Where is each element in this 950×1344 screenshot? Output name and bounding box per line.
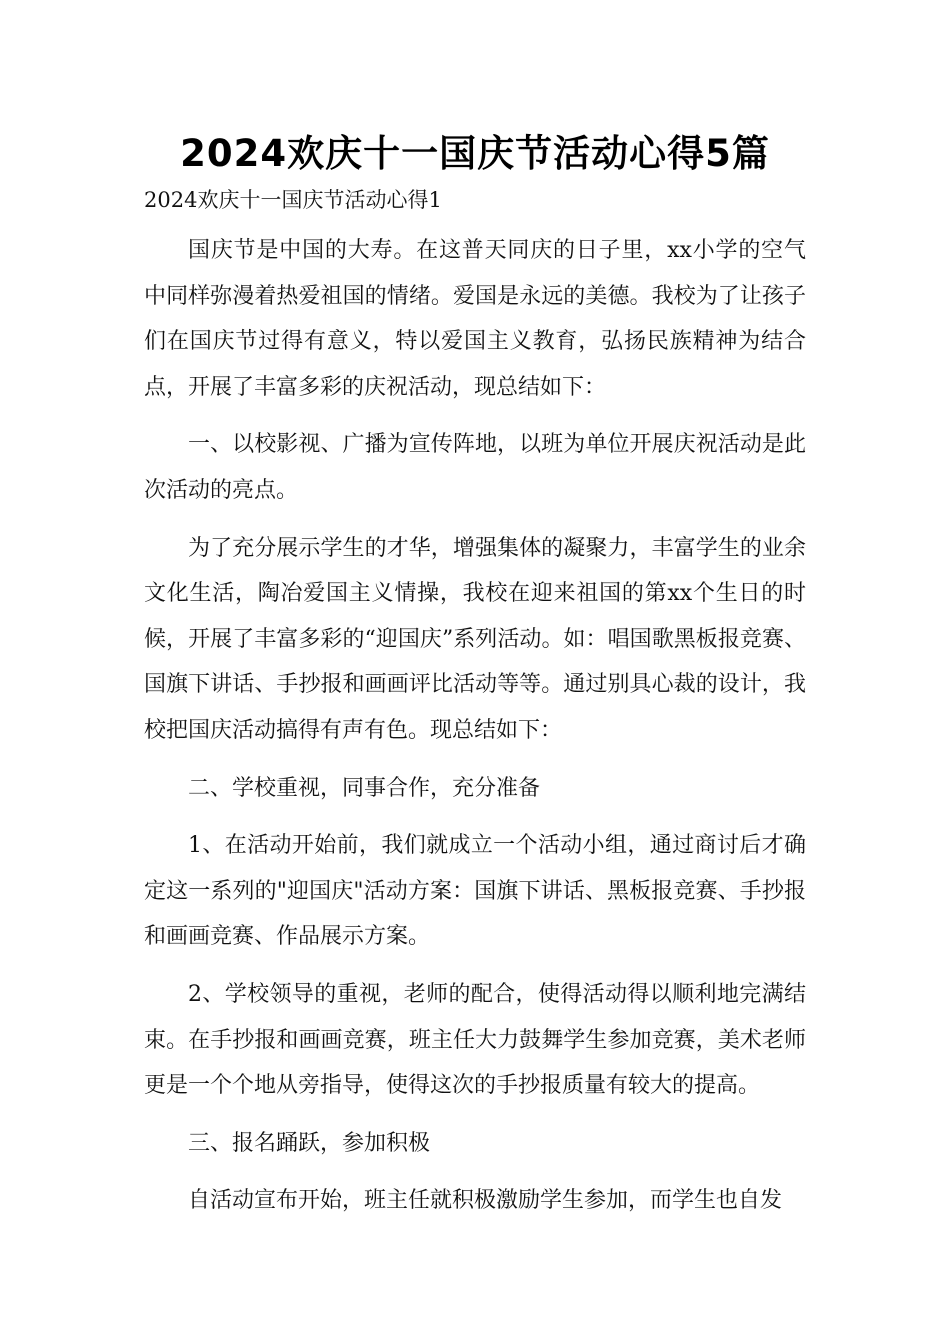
document-body [144, 228, 806, 1236]
paragraph-3: 为了充分展示学生的才华，增强集体的凝聚力，丰富学生的业余文化生活，陶冶爱国主义情操，我校在迎来祖国的第xx个生日的时候，开展了丰富多彩的“迎国庆”系列活动。如：唱国歌黑板报竞赛、国旗下讲话、手抄报和画画评比活动等等。通过别具心裁的设计，我校把国庆活动搞得有声有色。现总结如下： [144, 535, 806, 743]
paragraph-6: 自活动宣布开始，班主任就积极激励学生参加，而学生也自发 [188, 1188, 783, 1214]
section-heading-2: 二、学校重视，同事合作，充分准备 [188, 775, 541, 801]
section-subtitle: 2024欢庆十一国庆节活动心得1 [144, 188, 442, 212]
paragraph-1: 国庆节是中国的大寿。在这普天同庆的日子里，xx小学的空气中同样弥漫着热爱祖国的情绪。爱国是永远的美德。我校为了让孩子们在国庆节过得有意义，特以爱国主义教育，弘扬民族精神为结合点，开展了丰富多彩的庆祝活动，现总结如下： [144, 238, 806, 400]
section-heading-3: 三、报名踊跃，参加积极 [188, 1130, 431, 1156]
paragraph-5: 2、学校领导的重视，老师的配合，使得活动得以顺利地完满结束。在手抄报和画画竞赛，班主任大力鼓舞学生参加竞赛，美术老师更是一个个地从旁指导，使得这次的手抄报质量有较大的提高。 [144, 981, 806, 1099]
paragraph-2: 一、以校影视、广播为宣传阵地，以班为单位开展庆祝活动是此次活动的亮点。 [144, 432, 806, 503]
document-title: 2024欢庆十一国庆节活动心得5篇 [180, 132, 770, 175]
paragraph-4: 1、在活动开始前，我们就成立一个活动小组，通过商讨后才确定这一系列的"迎国庆"活动方案：国旗下讲话、黑板报竞赛、手抄报和画画竞赛、作品展示方案。 [144, 833, 806, 950]
